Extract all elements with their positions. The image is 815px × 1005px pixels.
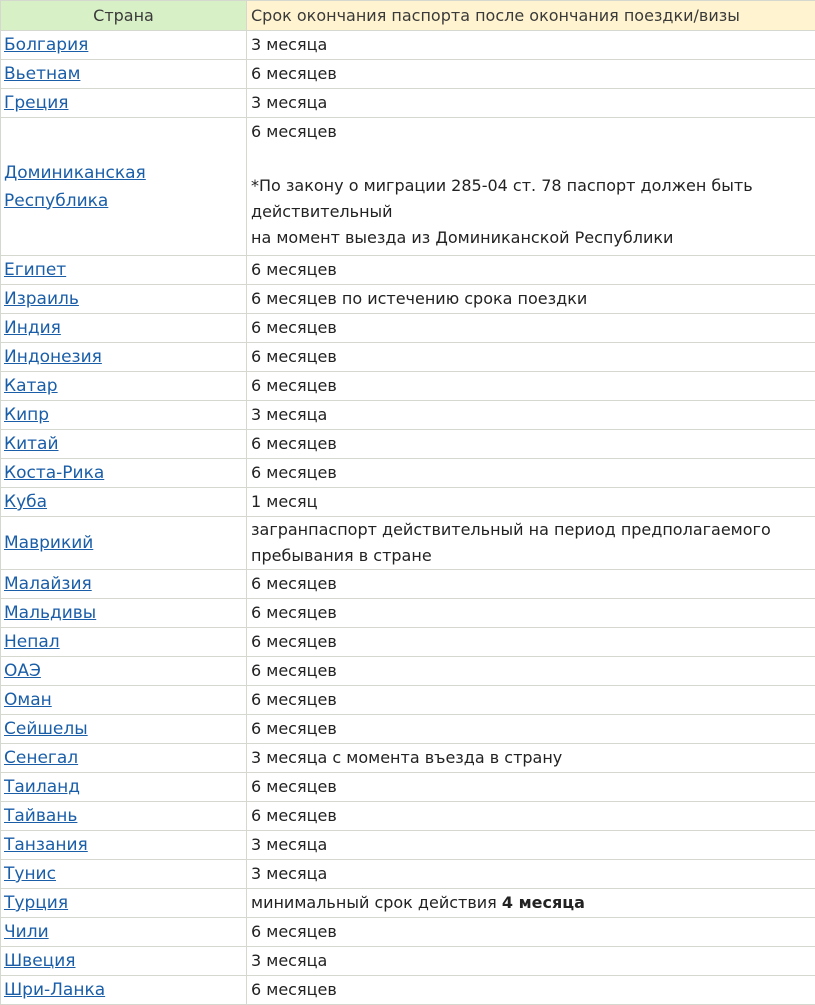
table-row (1, 430, 815, 459)
country-link[interactable]: Сейшелы (4, 719, 88, 739)
country-link[interactable]: Китай (4, 434, 59, 454)
country-link[interactable] (4, 163, 146, 211)
table-row (1, 860, 815, 889)
period-cell: 6 месяцев (247, 570, 815, 599)
period-cell: 3 месяца (247, 89, 815, 118)
period-note-line2: на момент выезда из Доминиканской Республики (251, 225, 812, 251)
country-link[interactable]: Кипр (4, 405, 49, 425)
period-cell: 3 месяца (247, 31, 815, 60)
period-cell: 6 месяцев (247, 343, 815, 372)
period-cell: 3 месяца (247, 401, 815, 430)
period-note-line1: *По закону о миграции 285-04 ст. 78 паспорт должен быть действительный (251, 173, 812, 225)
table-row (1, 343, 815, 372)
period-cell (247, 889, 815, 918)
period-cell (247, 118, 815, 256)
period-cell: 1 месяц (247, 488, 815, 517)
table-row (1, 628, 815, 657)
country-link-line2: Республика (4, 191, 108, 211)
table-row (1, 89, 815, 118)
period-cell: 6 месяцев по истечению срока поездки (247, 285, 815, 314)
country-link[interactable]: Тайвань (4, 806, 77, 826)
country-link[interactable]: Тунис (4, 864, 56, 884)
table-row (1, 118, 815, 256)
period-cell: 6 месяцев (247, 628, 815, 657)
country-link[interactable]: Чили (4, 922, 49, 942)
table-row (1, 256, 815, 285)
country-link[interactable]: Сенегал (4, 748, 78, 768)
country-link[interactable]: Египет (4, 260, 66, 280)
period-cell: 6 месяцев (247, 60, 815, 89)
table-row (1, 599, 815, 628)
period-text: минимальный срок действия (251, 893, 502, 912)
table-row (1, 831, 815, 860)
period-bold-text: 4 месяца (502, 893, 585, 912)
period-cell: 6 месяцев (247, 773, 815, 802)
table-row (1, 773, 815, 802)
period-cell: 3 месяца с момента въезда в страну (247, 744, 815, 773)
country-link[interactable]: Индия (4, 318, 61, 338)
period-column-header: Срок окончания паспорта после окончания поездки/визы (247, 1, 815, 31)
country-link-line1: Доминиканская (4, 163, 146, 183)
table-row (1, 657, 815, 686)
country-link[interactable]: Маврикий (4, 533, 93, 553)
table-row (1, 314, 815, 343)
table-row (1, 947, 815, 976)
table-row (1, 570, 815, 599)
table-header-row (1, 1, 815, 31)
period-cell: 6 месяцев (247, 918, 815, 947)
country-link[interactable]: Непал (4, 632, 60, 652)
table-row (1, 686, 815, 715)
country-link[interactable]: ОАЭ (4, 661, 41, 681)
period-cell: 6 месяцев (247, 372, 815, 401)
table-row (1, 372, 815, 401)
period-cell: загранпаспорт действительный на период предполагаемого пребывания в стране (247, 517, 815, 570)
table-row (1, 401, 815, 430)
country-column-header: Страна (1, 1, 247, 31)
country-link[interactable]: Израиль (4, 289, 79, 309)
country-link[interactable]: Вьетнам (4, 64, 80, 84)
country-link[interactable]: Оман (4, 690, 52, 710)
table-row (1, 715, 815, 744)
period-text: 6 месяцев (251, 119, 812, 145)
table-row (1, 976, 815, 1005)
country-link[interactable]: Танзания (4, 835, 88, 855)
period-cell: 6 месяцев (247, 459, 815, 488)
country-link[interactable]: Шри-Ланка (4, 980, 105, 1000)
country-link[interactable]: Индонезия (4, 347, 102, 367)
table-row (1, 744, 815, 773)
country-link[interactable]: Швеция (4, 951, 76, 971)
country-link[interactable]: Болгария (4, 35, 88, 55)
period-cell: 3 месяца (247, 947, 815, 976)
country-link[interactable]: Коста-Рика (4, 463, 104, 483)
table-row (1, 918, 815, 947)
country-link[interactable]: Мальдивы (4, 603, 96, 623)
period-cell: 6 месяцев (247, 802, 815, 831)
table-row (1, 60, 815, 89)
table-row (1, 459, 815, 488)
country-link[interactable]: Таиланд (4, 777, 80, 797)
period-cell: 6 месяцев (247, 314, 815, 343)
table-row (1, 285, 815, 314)
period-cell: 3 месяца (247, 831, 815, 860)
period-cell: 6 месяцев (247, 256, 815, 285)
country-link[interactable]: Греция (4, 93, 68, 113)
period-cell: 6 месяцев (247, 657, 815, 686)
period-cell: 6 месяцев (247, 686, 815, 715)
table-row (1, 889, 815, 918)
table-row (1, 517, 815, 570)
country-link[interactable]: Малайзия (4, 574, 92, 594)
table-row (1, 488, 815, 517)
table-row (1, 31, 815, 60)
period-cell: 3 месяца (247, 860, 815, 889)
period-cell: 6 месяцев (247, 599, 815, 628)
country-link[interactable]: Турция (4, 893, 68, 913)
period-cell: 6 месяцев (247, 976, 815, 1005)
period-cell: 6 месяцев (247, 430, 815, 459)
country-link[interactable]: Катар (4, 376, 58, 396)
period-cell: 6 месяцев (247, 715, 815, 744)
table-row (1, 802, 815, 831)
country-link[interactable]: Куба (4, 492, 47, 512)
